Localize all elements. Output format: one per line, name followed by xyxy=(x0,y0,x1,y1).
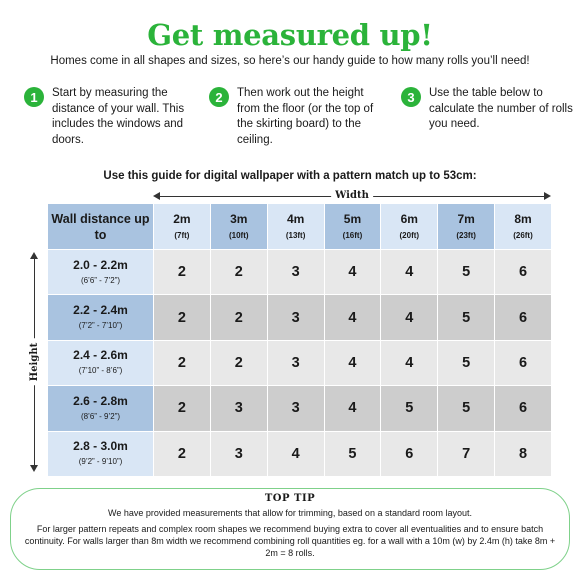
height-header xyxy=(48,250,154,295)
width-header xyxy=(381,204,438,250)
rolls-cell: 2 xyxy=(210,295,267,340)
rolls-cell: 3 xyxy=(210,386,267,431)
height-axis-label: Height xyxy=(29,339,41,386)
table-row xyxy=(48,340,552,385)
rolls-table xyxy=(47,203,552,477)
table-row xyxy=(48,431,552,476)
arrow-right-icon xyxy=(544,192,551,200)
width-meters: 5m xyxy=(343,211,362,226)
step-1-number-badge: 1 xyxy=(24,87,44,107)
rolls-cell: 7 xyxy=(438,431,495,476)
width-axis-label: Width xyxy=(331,190,373,202)
rolls-cell: 2 xyxy=(154,431,211,476)
height-meters: 2.0 - 2.2m xyxy=(73,257,128,272)
width-feet: (7ft) xyxy=(174,230,190,240)
width-header xyxy=(210,204,267,250)
height-feet: (7’10” - 8’6”) xyxy=(78,366,123,376)
rolls-cell: 6 xyxy=(381,431,438,476)
width-feet: (13ft) xyxy=(285,230,306,240)
rolls-cell: 4 xyxy=(381,340,438,385)
arrow-up-icon xyxy=(30,252,38,259)
rolls-cell: 5 xyxy=(381,386,438,431)
arrow-left-icon xyxy=(153,192,160,200)
height-meters: 2.4 - 2.6m xyxy=(73,348,128,363)
step-2-number-badge: 2 xyxy=(209,87,229,107)
top-tip-line-2: For larger pattern repeats and complex room shapes we recommend buying extra to cover all eventualities and to ensure batch continuity. For walls larger than 8m width we recommend combining roll quantities eg. for a wall with a 10m (w) by 2.4m (h) take 8m + 2m = 8 rolls. xyxy=(24,524,556,558)
height-header xyxy=(48,295,154,340)
table-header-row xyxy=(48,204,552,250)
width-meters: 7m xyxy=(457,211,475,226)
rolls-cell: 4 xyxy=(324,250,381,295)
rolls-cell: 4 xyxy=(381,250,438,295)
width-axis xyxy=(153,190,551,202)
step-2-text: Then work out the height from the floor (or the top of the skirting board) to the ceiling. xyxy=(237,87,374,146)
step-2 xyxy=(209,86,387,148)
height-header xyxy=(48,386,154,431)
width-meters: 6m xyxy=(400,211,418,226)
height-feet: (7’2” - 7’10”) xyxy=(78,321,123,331)
rolls-cell: 2 xyxy=(154,295,211,340)
rolls-cell: 6 xyxy=(495,340,552,385)
width-meters: 8m xyxy=(514,211,532,226)
rolls-cell: 6 xyxy=(495,295,552,340)
height-meters: 2.2 - 2.4m xyxy=(73,303,128,318)
width-feet: (20ft) xyxy=(399,230,420,240)
top-tip-title: TOP TIP xyxy=(264,493,316,504)
step-1-text: Start by measuring the distance of your wall. This includes the windows and doors. xyxy=(52,87,185,146)
width-feet: (23ft) xyxy=(456,230,476,240)
rolls-cell: 3 xyxy=(267,386,324,431)
width-header xyxy=(154,204,211,250)
top-tip-line-1: We have provided measurements that allow for trimming, based on a standard room layout. xyxy=(107,508,473,518)
rolls-cell: 6 xyxy=(495,250,552,295)
rolls-cell: 5 xyxy=(438,250,495,295)
height-feet: (8’6” - 9’2”) xyxy=(80,411,121,421)
rolls-cell: 3 xyxy=(210,431,267,476)
height-header xyxy=(48,340,154,385)
step-1 xyxy=(24,86,202,148)
table-row xyxy=(48,250,552,295)
step-3-text: Use the table below to calculate the number of rolls you need. xyxy=(429,87,573,130)
rolls-cell: 2 xyxy=(154,386,211,431)
step-3 xyxy=(401,86,579,133)
width-header xyxy=(438,204,495,250)
rolls-cell: 2 xyxy=(154,250,211,295)
width-meters: 3m xyxy=(230,211,248,226)
rolls-cell: 5 xyxy=(438,340,495,385)
rolls-cell: 5 xyxy=(438,386,495,431)
table-row xyxy=(48,386,552,431)
rolls-cell: 6 xyxy=(495,386,552,431)
width-feet: (10ft) xyxy=(228,230,249,240)
top-tip-box xyxy=(10,488,570,570)
arrow-down-icon xyxy=(30,465,38,472)
page-title: Get measured up! xyxy=(147,18,433,52)
rolls-cell: 2 xyxy=(210,250,267,295)
rolls-cell: 5 xyxy=(438,295,495,340)
rolls-cell: 4 xyxy=(381,295,438,340)
rolls-cell: 4 xyxy=(324,340,381,385)
rolls-cell: 2 xyxy=(154,340,211,385)
width-meters: 4m xyxy=(286,211,305,226)
width-header xyxy=(267,204,324,250)
rolls-cell: 4 xyxy=(267,431,324,476)
rolls-cell: 5 xyxy=(324,431,381,476)
height-meters: 2.6 - 2.8m xyxy=(73,393,128,408)
step-3-number-badge: 3 xyxy=(401,87,421,107)
rolls-cell: 4 xyxy=(324,386,381,431)
rolls-cell: 2 xyxy=(210,340,267,385)
corner-header: Wall distance up to xyxy=(48,204,154,250)
height-axis xyxy=(28,252,42,472)
width-meters: 2m xyxy=(173,211,191,226)
guide-label: Use this guide for digital wallpaper with a pattern match up to 53cm: xyxy=(103,170,477,182)
rolls-cell: 8 xyxy=(495,431,552,476)
rolls-cell: 3 xyxy=(267,295,324,340)
rolls-cell: 3 xyxy=(267,340,324,385)
height-header xyxy=(48,431,154,476)
height-feet: (9’2” - 9’10”) xyxy=(78,457,123,467)
rolls-cell: 4 xyxy=(324,295,381,340)
height-feet: (6’6” - 7’2”) xyxy=(80,275,121,285)
table-row xyxy=(48,295,552,340)
height-meters: 2.8 - 3.0m xyxy=(73,439,128,454)
rolls-cell: 3 xyxy=(267,250,324,295)
width-feet: (16ft) xyxy=(342,230,363,240)
page-subtitle: Homes come in all shapes and sizes, so here’s our handy guide to how many rolls you’ll need! xyxy=(50,55,530,67)
width-feet: (26ft) xyxy=(513,230,533,240)
width-header xyxy=(495,204,552,250)
width-header xyxy=(324,204,381,250)
